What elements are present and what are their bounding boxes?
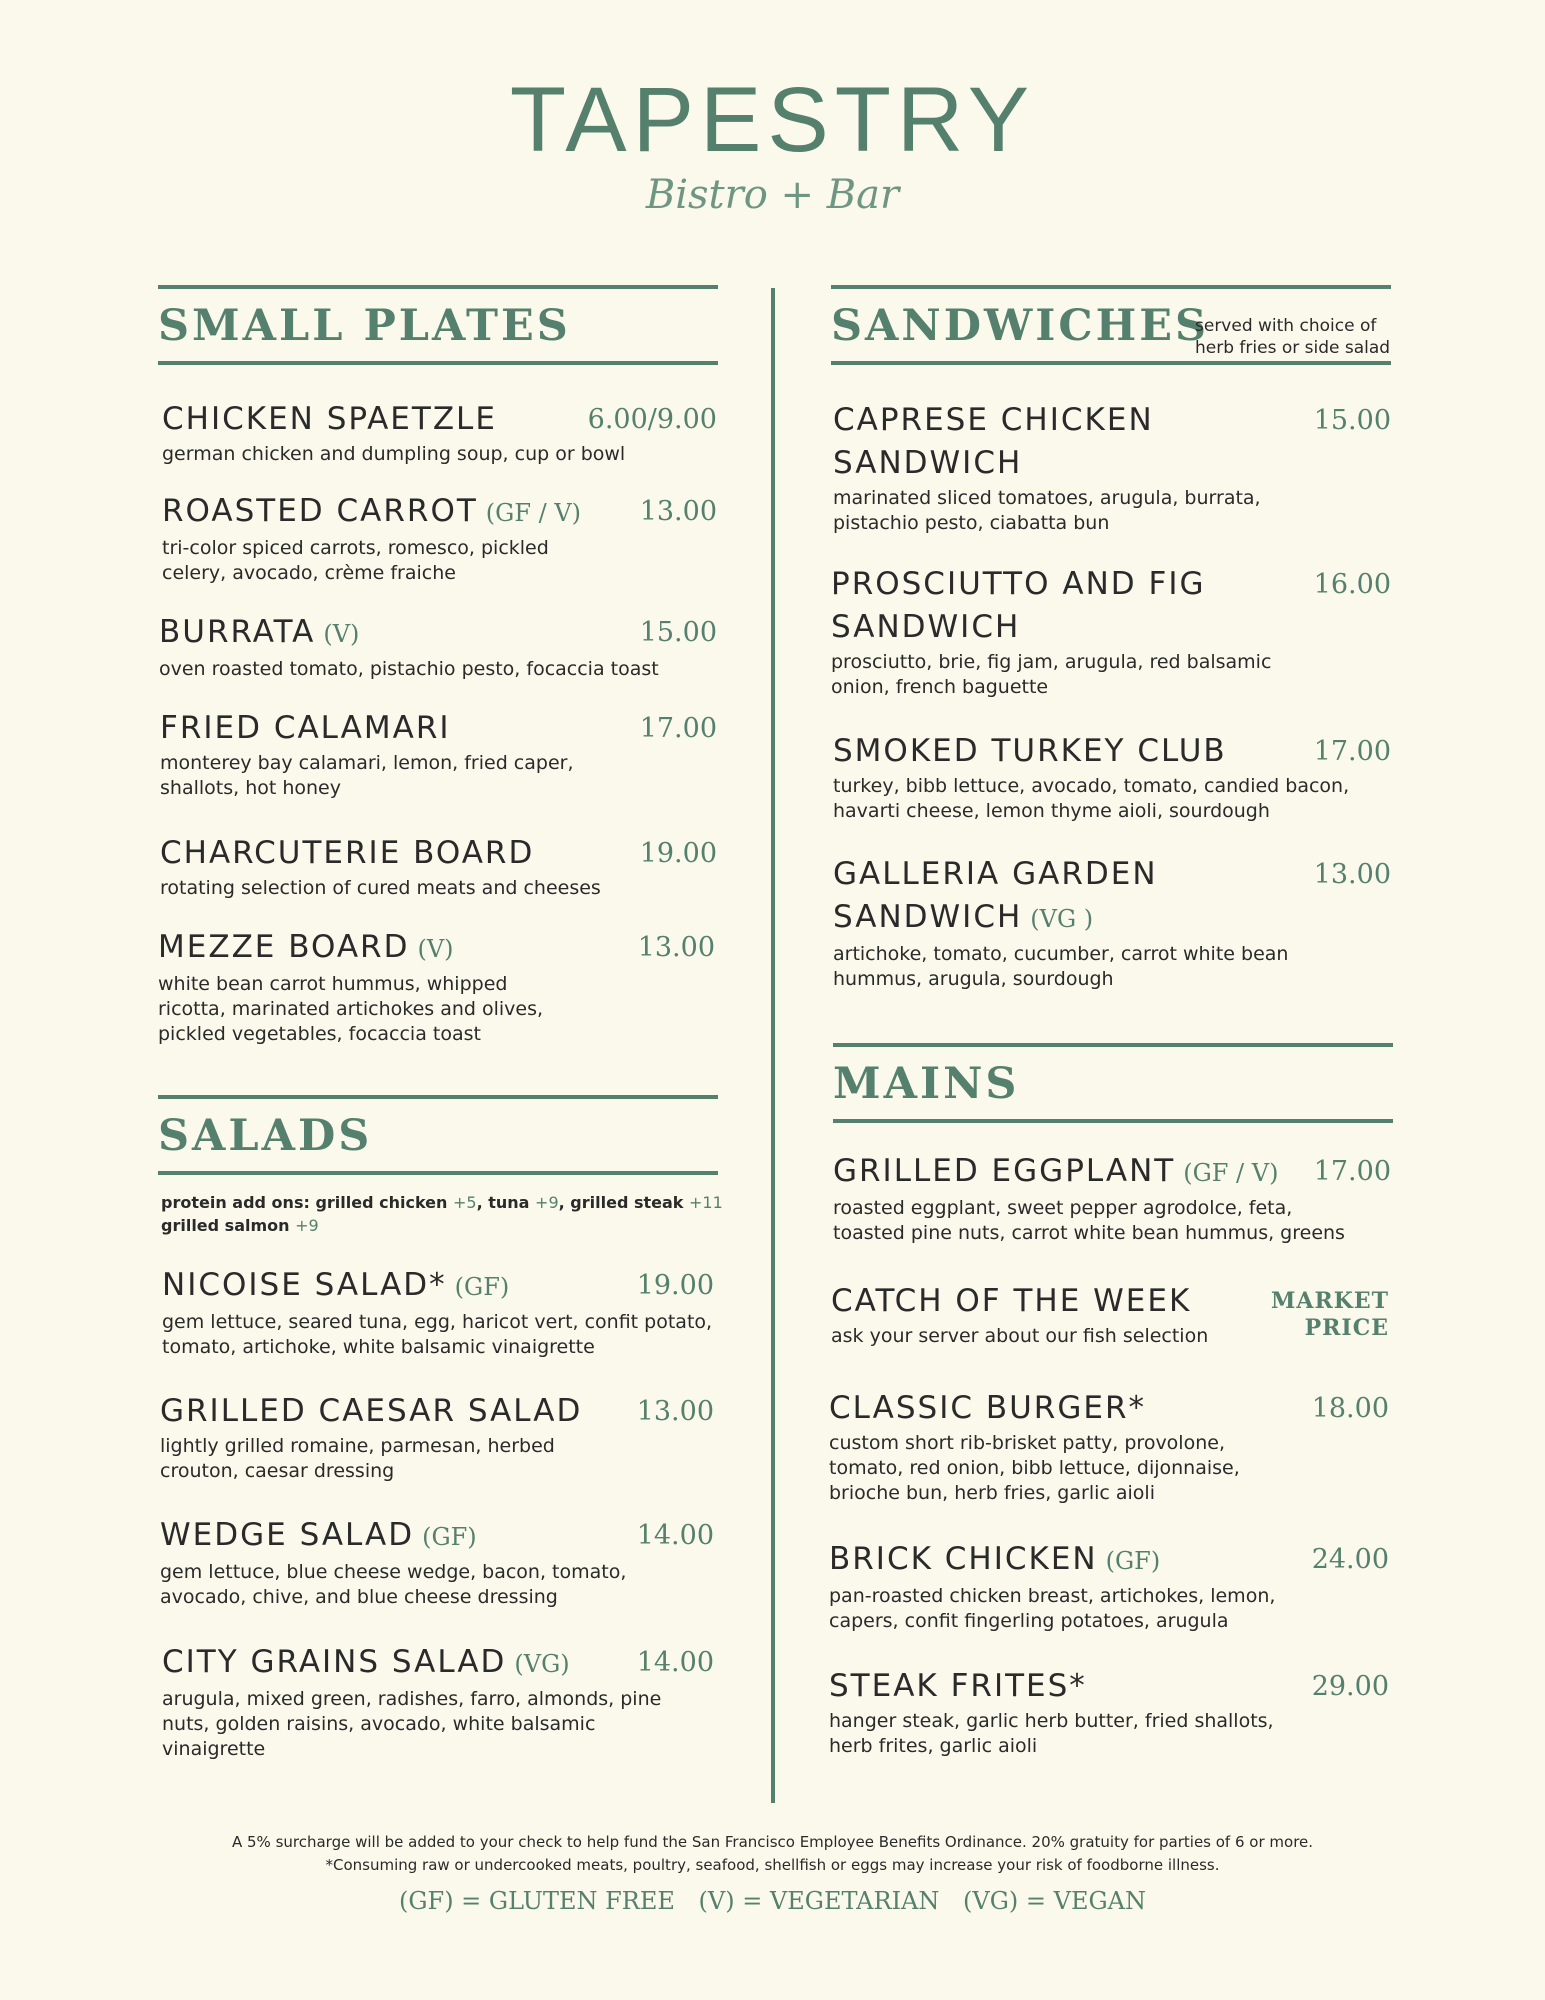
menu-item-classic-burger	[829, 1387, 1389, 1506]
item-description: ask your server about our fish selection	[831, 1325, 1209, 1347]
addon-price: +9	[535, 1193, 559, 1212]
section-mains-header	[833, 1043, 1393, 1123]
item-description: pan-roasted chicken breast, artichokes, lemon, capers, confit fingerling potatoes, arugula	[829, 1585, 1276, 1632]
footer	[0, 1831, 1545, 1915]
legend-vegetarian: (V) = VEGETARIAN	[698, 1887, 940, 1915]
item-price: 17.00	[1313, 736, 1391, 767]
item-description: german chicken and dumpling soup, cup or bowl	[162, 443, 626, 465]
item-name: CAPRESE CHICKEN SANDWICH	[833, 402, 1154, 481]
dietary-tag: (VG )	[1030, 905, 1094, 933]
item-description: hanger steak, garlic herb butter, fried shallots, herb frites, garlic aioli	[829, 1710, 1274, 1757]
menu-item-city-grains-salad	[162, 1641, 714, 1762]
section-title-mains: MAINS	[833, 1059, 1020, 1109]
item-price: 6.00/9.00	[587, 404, 717, 435]
section-rule-top	[158, 285, 718, 289]
item-description: gem lettuce, seared tuna, egg, haricot vert, confit potato, tomato, artichoke, white balsamic vinaigrette	[162, 1311, 713, 1358]
item-name: MEZZE BOARD (V)	[158, 929, 454, 965]
item-description: gem lettuce, blue cheese wedge, bacon, tomato, avocado, chive, and blue cheese dressing	[160, 1561, 627, 1608]
addon-name: grilled chicken	[315, 1193, 448, 1212]
item-name: CATCH OF THE WEEK	[831, 1283, 1192, 1319]
item-name: ROASTED CARROT (GF / V)	[162, 493, 582, 529]
item-price: 13.00	[639, 496, 717, 527]
item-price: 24.00	[1311, 1544, 1389, 1575]
dietary-legend	[0, 1887, 1545, 1915]
menu-item-burrata	[159, 611, 717, 682]
section-rule-top	[831, 285, 1391, 289]
item-name: FRIED CALAMARI	[160, 710, 451, 746]
menu-item-mezze-board	[158, 926, 715, 1047]
menu-item-charcuterie-board	[160, 832, 717, 901]
item-name: NICOISE SALAD* (GF)	[162, 1267, 510, 1303]
item-price: 17.00	[639, 713, 717, 744]
item-name: GRILLED EGGPLANT (GF / V)	[833, 1153, 1279, 1189]
item-price: 15.00	[1313, 405, 1391, 436]
item-price: 29.00	[1311, 1671, 1389, 1702]
section-rule-bottom	[833, 1119, 1393, 1123]
menu-item-galleria-garden-sandwich	[833, 853, 1391, 992]
item-name: GRILLED CAESAR SALAD	[160, 1393, 583, 1429]
menu-item-caprese-chicken-sandwich	[833, 399, 1391, 536]
item-name: BURRATA (V)	[159, 614, 360, 650]
item-description: tri-color spiced carrots, romesco, pickled celery, avocado, crème fraiche	[162, 537, 549, 584]
item-description: oven roasted tomato, pistachio pesto, focaccia toast	[159, 658, 659, 680]
item-name: PROSCIUTTO AND FIG SANDWICH	[831, 566, 1206, 645]
item-description: arugula, mixed green, radishes, farro, almonds, pine nuts, golden raisins, avocado, white balsamic vinaigrette	[162, 1688, 662, 1760]
menu-item-catch-of-the-week	[831, 1280, 1389, 1349]
brand-header	[0, 70, 1545, 218]
item-name: CHARCUTERIE BOARD	[160, 835, 535, 871]
item-name: GALLERIA GARDEN SANDWICH (VG )	[833, 856, 1158, 935]
item-name: CITY GRAINS SALAD (VG)	[162, 1644, 570, 1680]
legend-vegan: (VG) = VEGAN	[963, 1887, 1146, 1915]
dietary-tag: (GF / V)	[1183, 1159, 1279, 1187]
section-rule-top	[158, 1095, 718, 1099]
section-rule-bottom	[158, 361, 718, 365]
dietary-tag: (V)	[323, 620, 360, 648]
brand-name: TAPESTRY	[509, 69, 1036, 171]
menu-item-wedge-salad	[160, 1514, 714, 1610]
menu-item-steak-frites	[829, 1665, 1389, 1759]
item-price: 16.00	[1313, 569, 1391, 600]
legend-gluten-free: (GF) = GLUTEN FREE	[399, 1887, 675, 1915]
item-price: 13.00	[636, 1396, 714, 1427]
brand-subtitle: Bistro + Bar	[645, 172, 900, 218]
addon-name: grilled salmon	[161, 1216, 290, 1235]
menu-item-nicoise-salad	[162, 1264, 714, 1360]
item-name: CLASSIC BURGER*	[829, 1390, 1146, 1426]
item-price: 14.00	[636, 1647, 714, 1678]
item-description: rotating selection of cured meats and cheeses	[160, 877, 601, 899]
menu-item-roasted-carrot	[162, 490, 717, 586]
menu-item-grilled-eggplant	[833, 1150, 1391, 1246]
item-price: MARKET PRICE	[1271, 1288, 1389, 1341]
column-divider	[771, 288, 775, 1803]
item-description: marinated sliced tomatoes, arugula, burrata, pistachio pesto, ciabatta bun	[833, 487, 1261, 534]
item-description: roasted eggplant, sweet pepper agrodolce, feta, toasted pine nuts, carrot white bean hummus, greens	[833, 1197, 1345, 1244]
item-description: prosciutto, brie, fig jam, arugula, red balsamic onion, french baguette	[831, 651, 1272, 698]
item-name: BRICK CHICKEN (GF)	[829, 1541, 1161, 1577]
protein-addons: protein add ons: grilled chicken +5, tuna +9, grilled steak +11 grilled salmon +9	[161, 1193, 723, 1235]
item-price: 15.00	[639, 617, 717, 648]
addon-price: +9	[295, 1216, 319, 1235]
item-price: 19.00	[636, 1270, 714, 1301]
item-name: CHICKEN SPAETZLE	[162, 401, 497, 437]
addon-name: tuna	[488, 1193, 530, 1212]
item-description: monterey bay calamari, lemon, fried caper, shallots, hot honey	[160, 752, 574, 799]
dietary-tag: (VG)	[514, 1650, 570, 1678]
item-price: 18.00	[1311, 1393, 1389, 1424]
addon-price: +11	[689, 1193, 723, 1212]
item-price: 13.00	[637, 932, 715, 963]
section-title-small-plates: SMALL PLATES	[158, 301, 571, 351]
menu-item-grilled-caesar-salad	[160, 1390, 714, 1484]
item-name: STEAK FRITES*	[829, 1668, 1087, 1704]
dietary-tag: (GF)	[422, 1523, 477, 1551]
item-price: 19.00	[639, 838, 717, 869]
item-price: 17.00	[1313, 1156, 1391, 1187]
addon-name: grilled steak	[570, 1193, 684, 1212]
section-salads-header	[158, 1095, 718, 1175]
addon-price: +5	[452, 1193, 477, 1212]
menu-item-fried-calamari	[160, 707, 717, 801]
item-description: turkey, bibb lettuce, avocado, tomato, candied bacon, havarti cheese, lemon thyme aioli, sourdough	[833, 775, 1350, 822]
item-description: white bean carrot hummus, whipped ricotta, marinated artichokes and olives, pickled vegetables, focaccia toast	[158, 973, 544, 1045]
section-rule-bottom	[831, 361, 1391, 365]
item-price: 13.00	[1313, 859, 1391, 890]
section-small-plates-header	[158, 285, 718, 365]
menu-item-prosciutto-and-fig-sandwich	[831, 563, 1391, 700]
item-name: SMOKED TURKEY CLUB	[833, 733, 1227, 769]
dietary-tag: (GF)	[1105, 1547, 1161, 1575]
section-title-salads: SALADS	[158, 1111, 373, 1161]
item-description: artichoke, tomato, cucumber, carrot white bean hummus, arugula, sourdough	[833, 943, 1289, 990]
section-rule-top	[833, 1043, 1393, 1047]
item-description: custom short rib-brisket patty, provolone, tomato, red onion, bibb lettuce, dijonnaise, brioche bun, herb fries, garlic aioli	[829, 1432, 1240, 1504]
menu-item-chicken-spaetzle	[162, 398, 717, 467]
menu-item-brick-chicken	[829, 1538, 1389, 1634]
section-note: served with choice of herb fries or side salad	[1195, 316, 1391, 358]
menu-item-smoked-turkey-club	[833, 730, 1391, 824]
section-title-row	[831, 301, 1391, 358]
dietary-tag: (GF / V)	[485, 499, 582, 527]
section-title-sandwiches: SANDWICHES	[831, 301, 1210, 351]
section-rule-bottom	[158, 1171, 718, 1175]
foodborne-warning: *Consuming raw or undercooked meats, poultry, seafood, shellfish or eggs may increase your risk of foodborne illness.	[325, 1856, 1220, 1874]
dietary-tag: (V)	[417, 935, 454, 963]
surcharge-note: A 5% surcharge will be added to your check to help fund the San Francisco Employee Benefits Ordinance. 20% gratuity for parties of 6 or more.	[231, 1833, 1314, 1851]
item-name: WEDGE SALAD (GF)	[160, 1517, 477, 1553]
item-price: 14.00	[636, 1520, 714, 1551]
item-description: lightly grilled romaine, parmesan, herbed crouton, caesar dressing	[160, 1435, 555, 1482]
section-sandwiches-header	[831, 285, 1391, 365]
dietary-tag: (GF)	[454, 1273, 510, 1301]
addons-label: protein add ons:	[161, 1193, 310, 1212]
